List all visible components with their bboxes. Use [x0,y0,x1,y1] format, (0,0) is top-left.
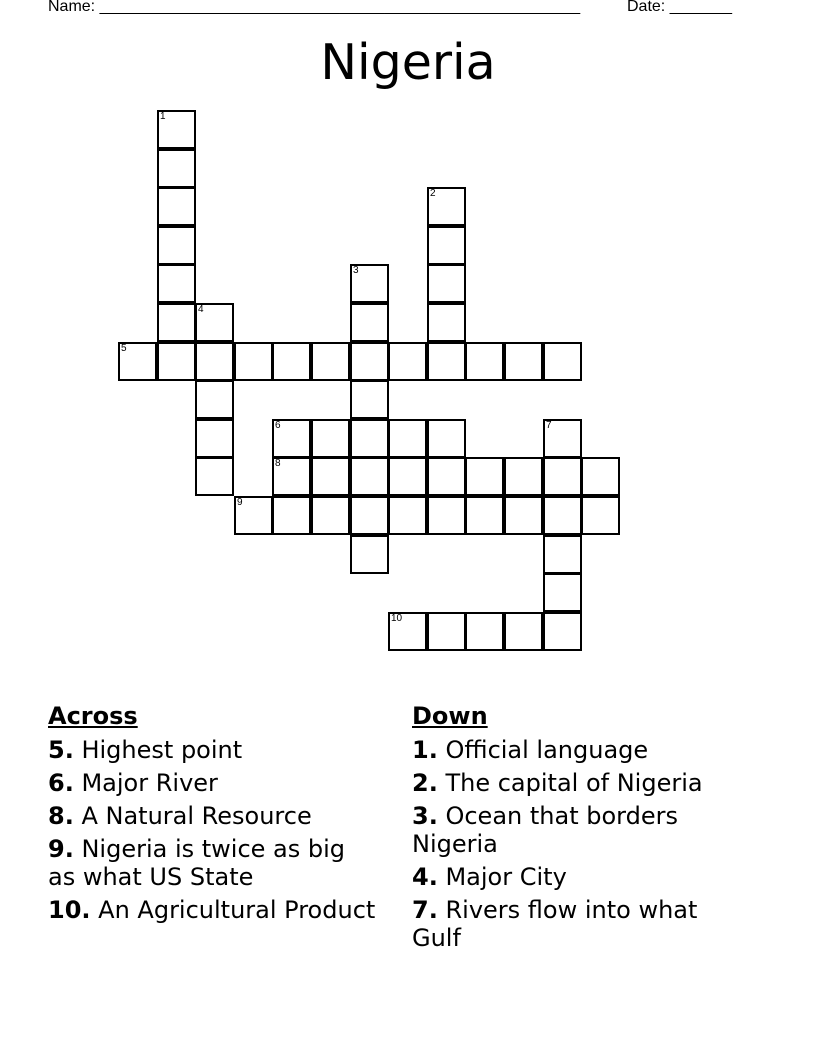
grid-cell[interactable] [234,496,273,535]
clue-across-5 [48,736,378,764]
clue-across-8 [48,802,378,830]
grid-cell[interactable] [543,419,582,458]
clue-number-label: 2 [430,188,436,199]
clue-across-6 [48,769,378,797]
clue-number: 3. [412,802,438,830]
clue-text: Official language [445,736,649,764]
grid-cell[interactable] [543,342,582,381]
clue-number: 8. [48,802,74,830]
grid-cell[interactable] [157,149,196,188]
grid-cell[interactable] [581,457,620,496]
date-field[interactable]: Date: _______ [627,0,732,15]
grid-cell[interactable] [388,419,427,458]
clue-text: Highest point [81,736,243,764]
clue-text: The capital of Nigeria [445,769,703,797]
grid-cell[interactable] [543,612,582,651]
clue-number-label: 5 [121,343,127,354]
grid-cell[interactable] [427,419,466,458]
grid-cell[interactable] [504,612,543,651]
grid-cell[interactable] [350,303,389,342]
clue-number: 5. [48,736,74,764]
grid-cell[interactable] [388,496,427,535]
clue-text: Major City [445,863,567,891]
grid-cell[interactable] [427,457,466,496]
clue-down-2 [412,769,742,797]
across-clues [48,702,378,929]
grid-cell[interactable] [427,187,466,226]
clue-number: 1. [412,736,438,764]
clue-number-label: 1 [160,111,166,122]
across-heading: Across [48,702,138,730]
grid-cell[interactable] [350,535,389,574]
name-field[interactable]: Name: ______________________________________________________ [48,0,581,15]
grid-cell[interactable] [311,496,350,535]
grid-cell[interactable] [350,380,389,419]
grid-cell[interactable] [195,342,234,381]
grid-cell[interactable] [581,496,620,535]
grid-cell[interactable] [465,342,504,381]
grid-cell[interactable] [272,419,311,458]
clue-number: 6. [48,769,74,797]
grid-cell[interactable] [350,457,389,496]
clue-text: An Agricultural Product [98,896,376,924]
clue-text: Ocean that borders Nigeria [412,802,678,858]
clue-across-9 [48,835,378,891]
grid-cell[interactable] [311,457,350,496]
clue-number-label: 3 [353,265,359,276]
grid-cell[interactable] [272,496,311,535]
clue-text: A Natural Resource [81,802,312,830]
grid-cell[interactable] [195,419,234,458]
grid-cell[interactable] [465,496,504,535]
grid-cell[interactable] [465,457,504,496]
grid-cell[interactable] [350,264,389,303]
grid-cell[interactable] [350,496,389,535]
grid-cell[interactable] [157,303,196,342]
grid-cell[interactable] [157,110,196,149]
grid-cell[interactable] [272,342,311,381]
page-title: Nigeria [320,34,496,91]
grid-cell[interactable] [543,457,582,496]
down-heading: Down [412,702,488,730]
clue-down-3 [412,802,742,858]
grid-cell[interactable] [543,573,582,612]
grid-cell[interactable] [427,612,466,651]
grid-cell[interactable] [311,342,350,381]
down-clues [412,702,742,957]
grid-cell[interactable] [427,226,466,265]
grid-cell[interactable] [118,342,157,381]
clue-down-1 [412,736,742,764]
clue-number: 4. [412,863,438,891]
clue-number-label: 9 [237,497,243,508]
clue-number-label: 8 [275,458,281,469]
grid-cell[interactable] [427,303,466,342]
clue-text: Major River [81,769,218,797]
grid-cell[interactable] [157,226,196,265]
clue-text: Nigeria is twice as big as what US State [48,835,346,891]
clue-text: Rivers flow into what Gulf [412,896,698,952]
grid-cell[interactable] [504,342,543,381]
grid-cell[interactable] [195,303,234,342]
clue-number: 9. [48,835,74,863]
grid-cell[interactable] [427,342,466,381]
grid-cell[interactable] [272,457,311,496]
grid-cell[interactable] [350,342,389,381]
grid-cell[interactable] [427,264,466,303]
grid-cell[interactable] [427,496,466,535]
grid-cell[interactable] [388,612,427,651]
grid-cell[interactable] [504,496,543,535]
grid-cell[interactable] [234,342,273,381]
grid-cell[interactable] [388,457,427,496]
grid-cell[interactable] [157,187,196,226]
grid-cell[interactable] [504,457,543,496]
clue-down-7 [412,896,742,952]
grid-cell[interactable] [157,264,196,303]
clue-number: 2. [412,769,438,797]
clue-number: 10. [48,896,91,924]
clue-number-label: 10 [391,613,403,624]
grid-cell[interactable] [543,535,582,574]
grid-cell[interactable] [543,496,582,535]
grid-cell[interactable] [195,380,234,419]
grid-cell[interactable] [388,342,427,381]
grid-cell[interactable] [465,612,504,651]
clue-number: 7. [412,896,438,924]
clue-number-label: 4 [198,304,204,315]
grid-cell[interactable] [157,342,196,381]
grid-cell[interactable] [311,419,350,458]
clue-down-4 [412,863,742,891]
clue-across-10 [48,896,378,924]
clue-number-label: 7 [546,420,552,431]
grid-cell[interactable] [195,457,234,496]
grid-cell[interactable] [350,419,389,458]
clue-number-label: 6 [275,420,281,431]
